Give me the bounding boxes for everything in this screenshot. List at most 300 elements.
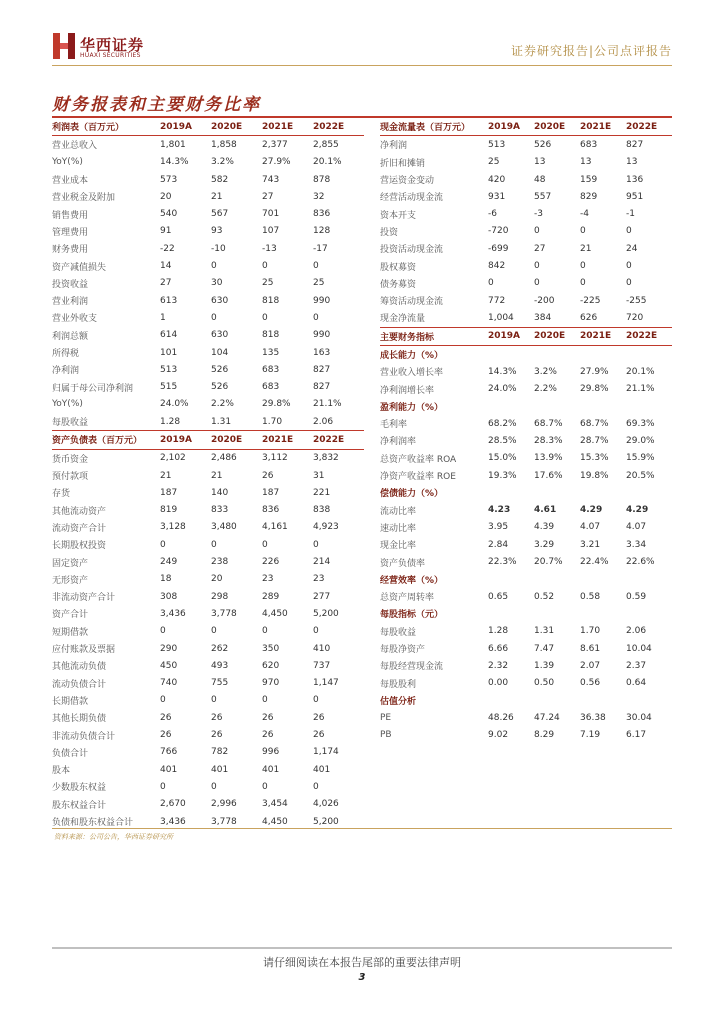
cell-value: 996 (262, 747, 280, 758)
cell-value: 140 (211, 487, 229, 498)
row-label: 营运资金变动 (380, 176, 435, 187)
cell-value (580, 571, 626, 588)
cell-value (580, 484, 626, 501)
cell-value: -255 (626, 295, 647, 306)
cell-value: 289 (262, 591, 280, 602)
cell-value: 7.19 (580, 730, 601, 741)
cell-value: 526 (534, 139, 552, 150)
row-label: 长期借款 (52, 696, 89, 707)
row-label: 每股收益 (52, 418, 89, 429)
row-label: 存货 (52, 489, 71, 500)
table-row (52, 223, 364, 240)
cell-value: 0 (313, 695, 319, 706)
table-row (52, 396, 364, 413)
cell-value: 28.7% (580, 435, 609, 446)
table-row (380, 292, 672, 309)
row-label: 营业收入增长率 (380, 368, 444, 379)
cell-value: 1,801 (160, 139, 186, 150)
cell-value: 3,454 (262, 799, 288, 810)
table-row (380, 136, 672, 154)
cell-value: 2.2% (534, 384, 557, 395)
cell-value: 20 (160, 191, 172, 202)
cell-value: 1.70 (262, 416, 283, 427)
cell-value (580, 605, 626, 622)
cell-value: 2,996 (211, 799, 237, 810)
cell-value: 720 (626, 312, 644, 323)
cell-value: 8.29 (534, 730, 555, 741)
cell-value: 1,004 (488, 312, 514, 323)
cell-value: 0 (211, 626, 217, 637)
column-header: 2019A (160, 118, 211, 136)
logo-company-name-en: HUAXI SECURITIES (80, 52, 141, 59)
cell-value: 14.3% (488, 366, 517, 377)
table-row (380, 415, 672, 432)
row-label: 负债和股东权益合计 (52, 818, 134, 829)
cell-value: 22.4% (580, 557, 609, 568)
row-label: 投资 (380, 227, 399, 238)
cell-value: 931 (488, 191, 506, 202)
cell-value: 1,858 (211, 139, 237, 150)
cell-value: 32 (313, 191, 325, 202)
table-row (380, 363, 672, 380)
cell-value: 410 (313, 643, 331, 654)
row-label: 每股经营现金流 (380, 662, 444, 673)
cell-value: 970 (262, 678, 280, 689)
cell-value: 2,486 (211, 453, 237, 464)
table-row (380, 188, 672, 205)
cell-value: 0 (211, 695, 217, 706)
table-row (52, 519, 364, 536)
cell-value: 3,128 (160, 522, 186, 533)
row-label: 现金流量表（百万元） (380, 118, 488, 136)
cell-value: 401 (313, 764, 331, 775)
cell-value: 6.17 (626, 730, 647, 741)
table-row (380, 380, 672, 397)
table-header-row (380, 118, 672, 136)
cell-value: 4,450 (262, 816, 288, 827)
cell-value: 3.21 (580, 539, 601, 550)
cell-value: 737 (313, 660, 331, 671)
table-row (52, 275, 364, 292)
table-row (380, 519, 672, 536)
row-label: 应付账款及票据 (52, 645, 116, 656)
cell-value: 990 (313, 330, 331, 341)
cell-value: 249 (160, 557, 178, 568)
row-label: 经营活动现金流 (380, 193, 444, 204)
cell-value: 48.26 (488, 712, 514, 723)
cell-value: 401 (211, 764, 229, 775)
cell-value: 2.84 (488, 539, 509, 550)
cell-value: -699 (488, 243, 509, 254)
table-row (52, 309, 364, 326)
column-header: 2022E (313, 431, 364, 449)
cell-value (488, 605, 534, 622)
cell-value: 3.29 (534, 539, 555, 550)
cell-value: 221 (313, 487, 331, 498)
row-label: 营业成本 (52, 176, 89, 187)
cell-value: 4,161 (262, 522, 288, 533)
table-row (52, 640, 364, 657)
cell-value (534, 571, 580, 588)
cell-value: 187 (262, 487, 280, 498)
cell-value (534, 692, 580, 709)
cell-value: 187 (160, 487, 178, 498)
table-row (380, 657, 672, 674)
row-label: 流动负债合计 (52, 679, 107, 690)
cell-value: 27 (160, 278, 172, 289)
cell-value: 0 (160, 626, 166, 637)
row-label: 估值分析 (380, 696, 417, 707)
cell-value: 614 (160, 330, 178, 341)
cell-value: 21 (160, 470, 172, 481)
cell-value: 990 (313, 295, 331, 306)
cell-value: 0 (534, 226, 540, 237)
column-header: 2020E (534, 327, 580, 345)
row-label: 股本 (52, 766, 71, 777)
cell-value: 15.0% (488, 453, 517, 464)
cell-value: 1.28 (160, 416, 181, 427)
cell-value: 4.07 (626, 522, 647, 533)
cell-value: 540 (160, 209, 178, 220)
row-label: 盈利能力（%） (380, 402, 444, 413)
table-section-row (380, 484, 672, 501)
cell-value: 766 (160, 747, 178, 758)
row-label: 净利润率 (380, 437, 417, 448)
cell-value: 3.2% (211, 157, 234, 168)
cell-value: 526 (211, 364, 229, 375)
row-label: 每股股利 (380, 679, 417, 690)
cell-value: 29.8% (580, 384, 609, 395)
cell-value: 4,026 (313, 799, 339, 810)
cell-value: 0.56 (580, 678, 601, 689)
table-row (380, 309, 672, 327)
table-row (52, 571, 364, 588)
logo-company-name: 华西证券 (80, 36, 145, 54)
cell-value: 0 (313, 312, 319, 323)
cell-value (534, 345, 580, 363)
column-header: 2022E (626, 327, 672, 345)
cell-value: 6.66 (488, 643, 509, 654)
column-header: 2021E (580, 118, 626, 136)
report-type-label: 证券研究报告|公司点评报告 (510, 44, 672, 58)
row-label: 归属于母公司净利润 (52, 383, 134, 394)
cell-value: 104 (211, 347, 229, 358)
cell-value: 0 (626, 226, 632, 237)
cell-value: 0 (488, 278, 494, 289)
table-row (52, 675, 364, 692)
cell-value: 29.0% (626, 435, 655, 446)
cell-value: 0 (262, 261, 268, 272)
right-financial-table (380, 118, 672, 744)
cell-value: 782 (211, 747, 229, 758)
cell-value: 135 (262, 347, 280, 358)
cell-value: 5,200 (313, 608, 339, 619)
cell-value: 18 (160, 574, 172, 585)
row-label: 经营效率（%） (380, 575, 444, 586)
left-financial-table (52, 118, 364, 830)
cell-value: 613 (160, 295, 178, 306)
cell-value: 0 (580, 278, 586, 289)
table-row (52, 536, 364, 553)
cell-value: 20 (211, 574, 223, 585)
table-section-row (380, 398, 672, 415)
cell-value: 3.95 (488, 522, 509, 533)
cell-value: 493 (211, 660, 229, 671)
cell-value: 743 (262, 174, 280, 185)
page-number: 3 (358, 972, 366, 983)
table-row (380, 640, 672, 657)
cell-value: 10.04 (626, 643, 652, 654)
cell-value: 1,147 (313, 678, 339, 689)
cell-value: 136 (626, 174, 644, 185)
row-label: 资产负债率 (380, 558, 426, 569)
cell-value: -200 (534, 295, 555, 306)
cell-value: 1,174 (313, 747, 339, 758)
table-row (52, 796, 364, 813)
row-label: 资产减值损失 (52, 262, 107, 273)
cell-value (534, 605, 580, 622)
row-label: 资产负债表（百万元） (52, 431, 160, 449)
cell-value: 93 (211, 226, 223, 237)
table-row (380, 223, 672, 240)
cell-value: 15.3% (580, 453, 609, 464)
row-label: 总资产周转率 (380, 593, 435, 604)
cell-value: 350 (262, 643, 280, 654)
table-row (380, 154, 672, 171)
table-row (52, 467, 364, 484)
cell-value: 0 (160, 695, 166, 706)
cell-value: 31 (313, 470, 325, 481)
cell-value (580, 692, 626, 709)
table-row (380, 553, 672, 570)
column-header: 2022E (626, 118, 672, 136)
table-row (52, 502, 364, 519)
row-label: 净利润增长率 (380, 385, 435, 396)
cell-value: 838 (313, 505, 331, 516)
cell-value: 827 (626, 139, 644, 150)
cell-value: 26 (262, 712, 274, 723)
source-divider (52, 828, 672, 829)
cell-value: 1.31 (211, 416, 232, 427)
row-label: 所得税 (52, 349, 80, 359)
cell-value: 22.3% (488, 557, 517, 568)
cell-value: 0 (160, 539, 166, 550)
cell-value: 2.2% (211, 399, 234, 410)
row-label: 债务募资 (380, 279, 417, 290)
cell-value: 772 (488, 295, 506, 306)
cell-value: 2.37 (626, 660, 647, 671)
table-row (52, 154, 364, 171)
row-label: 资本开支 (380, 210, 417, 221)
row-label: 总资产收益率 ROA (380, 454, 457, 465)
cell-value: 4,450 (262, 608, 288, 619)
cell-value: -13 (262, 243, 277, 254)
cell-value: 836 (262, 505, 280, 516)
row-label: 无形资产 (52, 575, 89, 586)
row-label: 利润表（百万元） (52, 118, 160, 136)
cell-value: 26 (160, 712, 172, 723)
cell-value: 683 (262, 382, 280, 393)
cell-value: -4 (580, 209, 589, 220)
cell-value: 0 (160, 781, 166, 792)
cell-value: 20.1% (313, 157, 342, 168)
cell-value: 13.9% (534, 453, 563, 464)
cell-value: 7.47 (534, 643, 555, 654)
cell-value: 630 (211, 295, 229, 306)
cell-value: 24.0% (160, 399, 189, 410)
cell-value: 3,436 (160, 816, 186, 827)
cell-value: 0 (262, 781, 268, 792)
cell-value: 2,102 (160, 453, 186, 464)
cell-value: 163 (313, 347, 331, 358)
cell-value: 384 (534, 312, 552, 323)
cell-value: 8.61 (580, 643, 601, 654)
cell-value: 818 (262, 295, 280, 306)
cell-value: 20.7% (534, 557, 563, 568)
table-row (52, 709, 364, 726)
cell-value: 3,832 (313, 453, 339, 464)
row-label: 少数股东权益 (52, 783, 107, 794)
table-row (52, 623, 364, 640)
cell-value: -22 (160, 243, 175, 254)
cell-value: 3.34 (626, 539, 647, 550)
table-row (52, 240, 364, 257)
cell-value: 3,436 (160, 608, 186, 619)
cell-value: 836 (313, 209, 331, 220)
cell-value: 2.06 (626, 626, 647, 637)
cell-value: 26 (211, 730, 223, 741)
cell-value: 26 (313, 712, 325, 723)
cell-value: 0 (211, 261, 217, 272)
cell-value: 21 (211, 470, 223, 481)
row-label: 成长能力（%） (380, 351, 444, 361)
cell-value: 0.64 (626, 678, 647, 689)
table-row (52, 657, 364, 674)
section-title: 财务报表和主要财务比率 (52, 95, 261, 115)
table-row (52, 327, 364, 344)
row-label: 净资产收益率 ROE (380, 472, 456, 483)
cell-value: 21 (211, 191, 223, 202)
table-row (52, 761, 364, 778)
cell-value: 0 (262, 312, 268, 323)
cell-value: 0 (534, 278, 540, 289)
cell-value (488, 398, 534, 415)
cell-value: 277 (313, 591, 331, 602)
cell-value: 26 (211, 712, 223, 723)
cell-value: 833 (211, 505, 229, 516)
row-label: 主要财务指标 (380, 327, 488, 345)
table-row (52, 361, 364, 378)
cell-value: 26 (160, 730, 172, 741)
cell-value: 290 (160, 643, 178, 654)
cell-value: 91 (160, 226, 172, 237)
cell-value: 401 (160, 764, 178, 775)
cell-value: 0 (580, 226, 586, 237)
cell-value: 27 (262, 191, 274, 202)
table-row (52, 449, 364, 467)
row-label: 货币资金 (52, 454, 89, 465)
table-row (380, 467, 672, 484)
table-row (380, 450, 672, 467)
cell-value: 128 (313, 226, 331, 237)
cell-value: 1 (160, 312, 166, 323)
cell-value: 683 (262, 364, 280, 375)
cell-value: 582 (211, 174, 229, 185)
cell-value: 827 (313, 382, 331, 393)
row-label: 折旧和摊销 (380, 158, 426, 169)
cell-value (580, 345, 626, 363)
row-label: 非流动资产合计 (52, 593, 116, 604)
row-label: YoY(%) (52, 157, 83, 168)
cell-value: 13 (580, 157, 592, 168)
table-row (380, 240, 672, 257)
column-header: 2022E (313, 118, 364, 136)
row-label: 筹资活动现金流 (380, 297, 444, 308)
cell-value (626, 571, 672, 588)
row-label: 净利润 (52, 366, 80, 377)
cell-value: 0 (626, 278, 632, 289)
table-row (52, 744, 364, 761)
cell-value: 0 (626, 261, 632, 272)
cell-value: 25 (488, 157, 500, 168)
row-label: 固定资产 (52, 558, 89, 569)
cell-value: 420 (488, 174, 506, 185)
cell-value: 513 (160, 364, 178, 375)
cell-value: 68.7% (534, 418, 563, 429)
table-section-row (380, 692, 672, 709)
cell-value: 20.1% (626, 366, 655, 377)
table-row (52, 726, 364, 743)
table-row (52, 553, 364, 570)
cell-value: 24 (626, 243, 638, 254)
cell-value: 683 (580, 139, 598, 150)
table-row (380, 623, 672, 640)
footer-disclaimer: 请仔细阅读在本报告尾部的重要法律声明 (263, 956, 461, 969)
table-row (380, 257, 672, 274)
cell-value: 1.70 (580, 626, 601, 637)
cell-value: 827 (313, 364, 331, 375)
cell-value: 22.6% (626, 557, 655, 568)
cell-value: 0.52 (534, 591, 555, 602)
cell-value (626, 398, 672, 415)
table-row (52, 171, 364, 188)
cell-value: 9.02 (488, 730, 509, 741)
row-label: YoY(%) (52, 399, 83, 410)
table-section-row (380, 605, 672, 622)
cell-value: -225 (580, 295, 601, 306)
table-row (52, 188, 364, 205)
cell-value: 1.39 (534, 660, 555, 671)
column-header: 2020E (534, 118, 580, 136)
row-label: 速动比率 (380, 523, 417, 534)
cell-value: 573 (160, 174, 178, 185)
column-header: 2019A (160, 431, 211, 449)
row-label: 其他流动负债 (52, 662, 107, 673)
row-label: PB (380, 730, 392, 741)
table-row (52, 484, 364, 501)
cell-value: 0.00 (488, 678, 509, 689)
row-label: 股东权益合计 (52, 800, 107, 811)
footer-divider (52, 947, 672, 949)
cell-value: 740 (160, 678, 178, 689)
table-row (52, 205, 364, 222)
row-label: 预付款项 (52, 472, 89, 483)
row-label: 每股收益 (380, 627, 417, 638)
cell-value (626, 484, 672, 501)
cell-value: 27 (534, 243, 546, 254)
huaxi-logo-icon (53, 33, 75, 59)
cell-value: 4,923 (313, 522, 339, 533)
